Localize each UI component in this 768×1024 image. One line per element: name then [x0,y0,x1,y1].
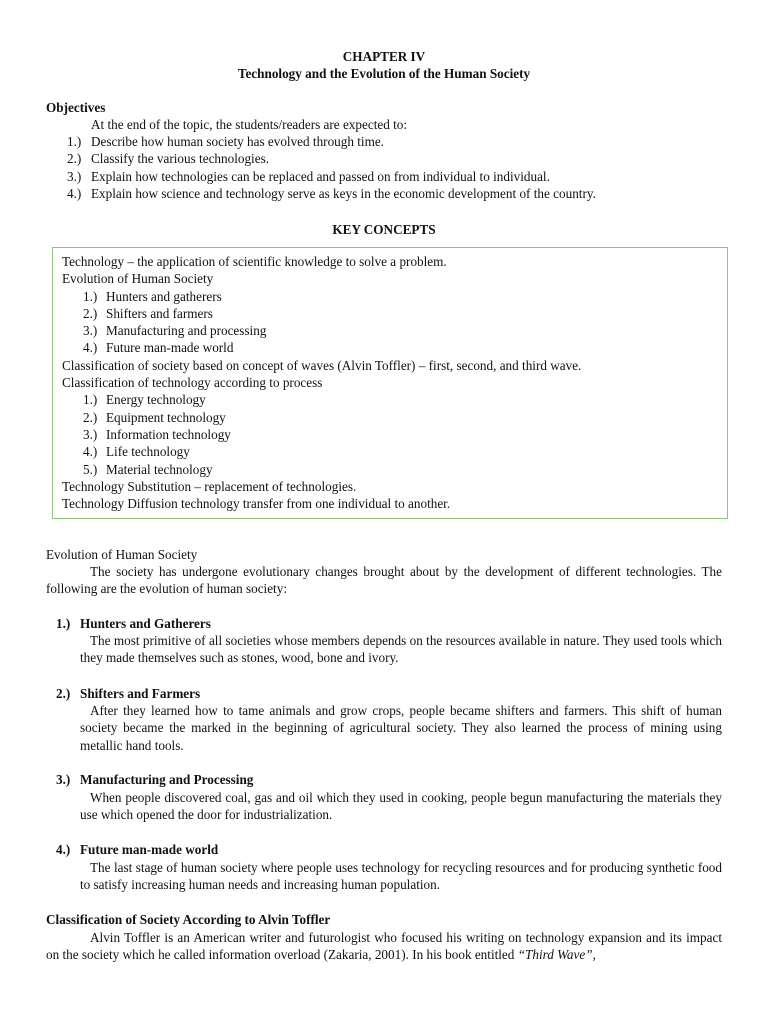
list-item: 2.) Classify the various technologies. [67,151,269,167]
evolution-intro: The society has undergone evolutionary changes brought about by the development of different technologies. The following are the evolution of human society: [46,564,722,597]
evolution-item-title: 4.) Future man-made world [56,842,219,857]
list-item: 3.) Explain how technologies can be replaced and passed on from individual to individual. [67,168,550,184]
objectives-list [67,133,596,202]
evolution-item-title: 2.) Shifters and Farmers [56,686,201,701]
list-item: 1.) Describe how human society has evolved through time. [67,134,384,149]
classification-tech-heading: Classification of technology according to process [62,375,323,391]
list-item: 3.) Manufacturing and processing [83,323,267,339]
technology-diffusion: Technology Diffusion technology transfer from one individual to another. [62,496,451,512]
list-item: 4.) Explain how science and technology serve as keys in the economic development of the country. [67,185,596,201]
evolution-item-text: When people discovered coal, gas and oil which they used in cooking, people begun manufacturing the materials they use which opened the door for industrialization. [80,790,722,823]
list-item: 2.) Equipment technology [83,409,226,425]
list-item: 1.) Energy technology [83,392,206,408]
evolution-item-text: The most primitive of all societies whose members depends on the resources available in nature. They used tools which they made themselves such as stones, wood, bone and ivory. [80,633,722,666]
toffler-section-heading: Classification of Society According to Alvin Toffler [46,912,331,927]
evolution-item-title: 1.) Hunters and Gatherers [56,616,211,631]
evolution-item-title: 3.) Manufacturing and Processing [56,772,254,787]
chapter-title: Technology and the Evolution of the Human Society [237,66,531,81]
chapter-label: CHAPTER IV [342,49,426,64]
technology-definition: Technology – the application of scientific knowledge to solve a problem. [62,254,447,269]
evolution-heading: Evolution of Human Society [62,271,214,287]
key-concepts-heading: KEY CONCEPTS [332,222,436,237]
list-item: 3.) Information technology [83,426,231,442]
technology-substitution: Technology Substitution – replacement of technologies. [62,478,357,494]
book-title: “Third Wave”, [517,947,596,963]
evolution-item-text: The last stage of human society where people uses technology for recycling resources and for producing synthetic food to satisfy increasing human needs and increasing human population. [80,860,722,893]
list-item: 1.) Hunters and gatherers [83,288,222,304]
evolution-section-heading: Evolution of Human Society [46,547,198,562]
toffler-paragraph: Alvin Toffler is an American writer and futurologist who focused his writing on technology expansion and its impact on the society which he called information overload (Zakaria, 2001). In his book entitled “Third Wave”, [46,930,722,963]
objectives-intro: At the end of the topic, the students/readers are expected to: [91,117,408,132]
list-item: 4.) Life technology [83,444,190,460]
evolution-item-text: After they learned how to tame animals and grow crops, people became shifters and farmers. This shift of human society became the marked in the beginning of agricultural society. They also learned the process of mining using metallic hand tools. [80,703,722,753]
list-item: 5.) Material technology [83,461,213,477]
list-item: 2.) Shifters and farmers [83,305,213,321]
key-concepts-box [52,247,728,519]
classification-society: Classification of society based on concept of waves (Alvin Toffler) – first, second, and third wave. [62,357,582,373]
objectives-heading: Objectives [46,100,106,115]
list-item: 4.) Future man-made world [83,340,234,356]
